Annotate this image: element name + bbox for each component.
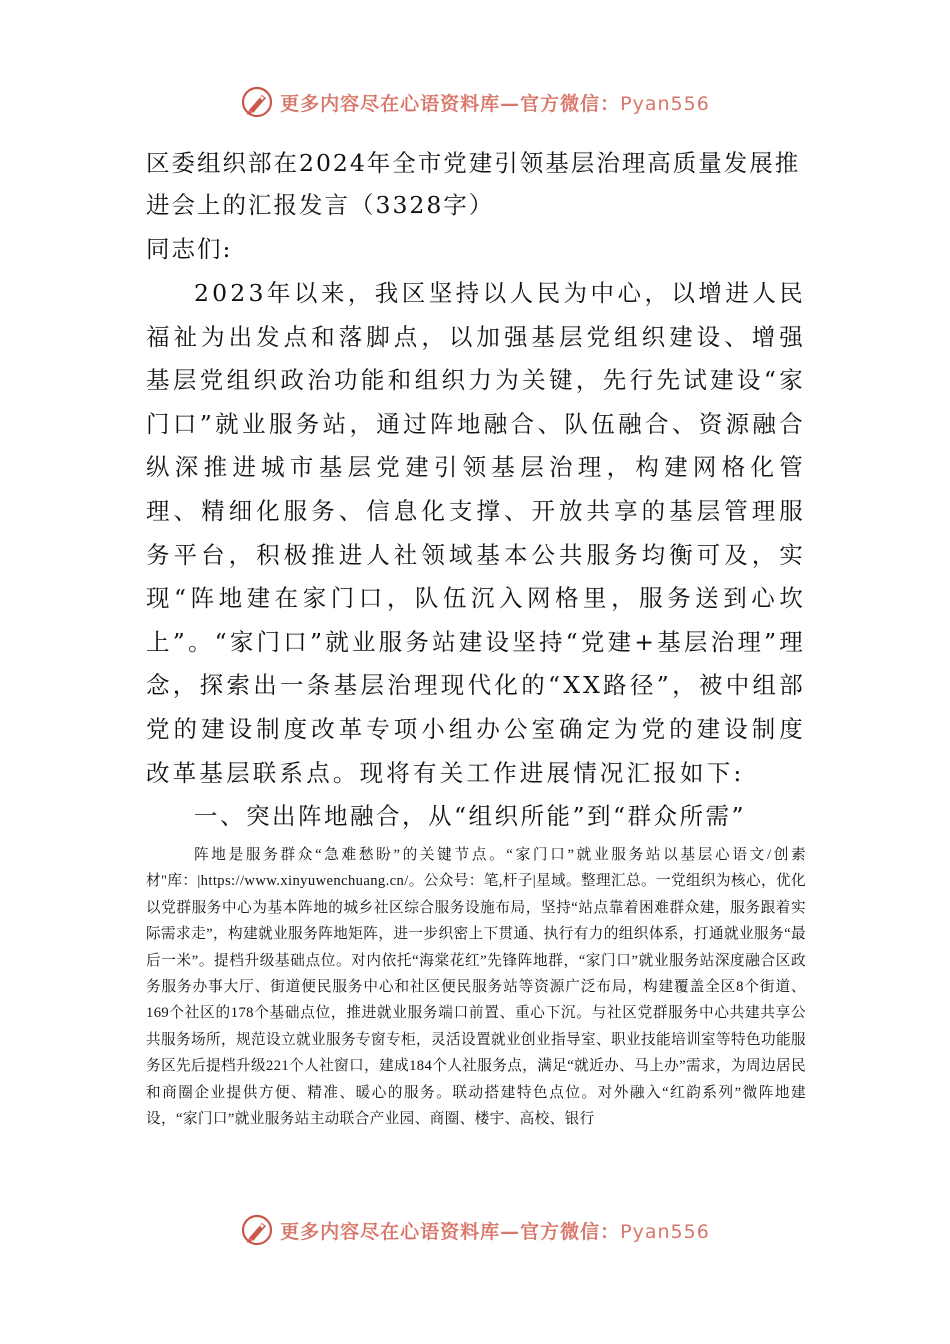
banner-text: 更多内容尽在心语资料库—官方微信：Pyan556 [280, 1220, 710, 1243]
banner-text: 更多内容尽在心语资料库—官方微信：Pyan556 [280, 92, 710, 115]
wechat-id: Pyan556 [620, 1220, 710, 1243]
greeting: 同志们: [146, 235, 233, 263]
section-heading: 一、突出阵地融合，从“组织所能”到“群众所需” [194, 802, 747, 830]
pen-nib-logo-icon [240, 1213, 274, 1247]
intro-paragraph: 2023年以来，我区坚持以人民为中心，以增进人民福祉为出发点和落脚点，以加强基层党组织建设、增强基层党组织政治功能和组织力为关键，先行先试建设“家门口”就业服务站，通过阵地融合、队伍融合、资源融合纵深推进城市基层党建引领基层治理，构建网格化管理、精细化服务、信息化支撑、开放共享的基层管理服务平台，积极推进人社领域基本公共服务均衡可及，实现“阵地建在家门口，队伍沉入网格里，服务送到心坎上”。“家门口”就业服务站建设坚持“党建+基层治理”理念，探索出一条基层治理现代化的“XX路径”，被中组部党的建设制度改革专项小组办公室确定为党的建设制度改革基层联系点。现将有关工作进展情况汇报如下: [146, 279, 806, 787]
pen-nib-logo-icon [240, 85, 274, 119]
wechat-id: Pyan556 [620, 92, 710, 115]
footer-banner [0, 1208, 950, 1252]
section-body: 阵地是服务群众“急难愁盼”的关键节点。“家门口”就业服务站以基层心语文/创素材"库：|https://www.xinyuwenchuang.cn/。公众号：笔,杆子|星域。整理汇总。一党组织为核心，优化以党群服务中心为基本阵地的城乡社区综合服务设施布局，坚持“站点靠着困难群众建，服务跟着实际需求走”，构建就业服务阵地矩阵，进一步织密上下贯通、执行有力的组织体系，打通就业服务“最后一米”。提档升级基础点位。对内依托“海棠花红”先锋阵地群，“家门口”就业服务站深度融合区政务服务办事大厅、街道便民服务中心和社区便民服务站等资源广泛布局，构建覆盖全区8个街道、169个社区的178个基础点位，推进就业服务端口前置、重心下沉。与社区党群服务中心共建共享公共服务场所，规范设立就业服务专窗专柜，灵活设置就业创业指导室、职业技能培训室等特色功能服务区先后提档升级221个人社窗口，建成184个人社服务点，满足“就近办、马上办”需求，为周边居民和商圈企业提供方便、精准、暖心的服务。联动搭建特色点位。对外融入“红韵系列”微阵地建设，“家门口”就业服务站主动联合产业园、商圈、楼宇、高校、银行 [146, 847, 806, 1128]
header-banner [0, 80, 950, 124]
document-title: 区委组织部在2024年全市党建引领基层治理高质量发展推进会上的汇报发言（3328字） [146, 149, 801, 219]
